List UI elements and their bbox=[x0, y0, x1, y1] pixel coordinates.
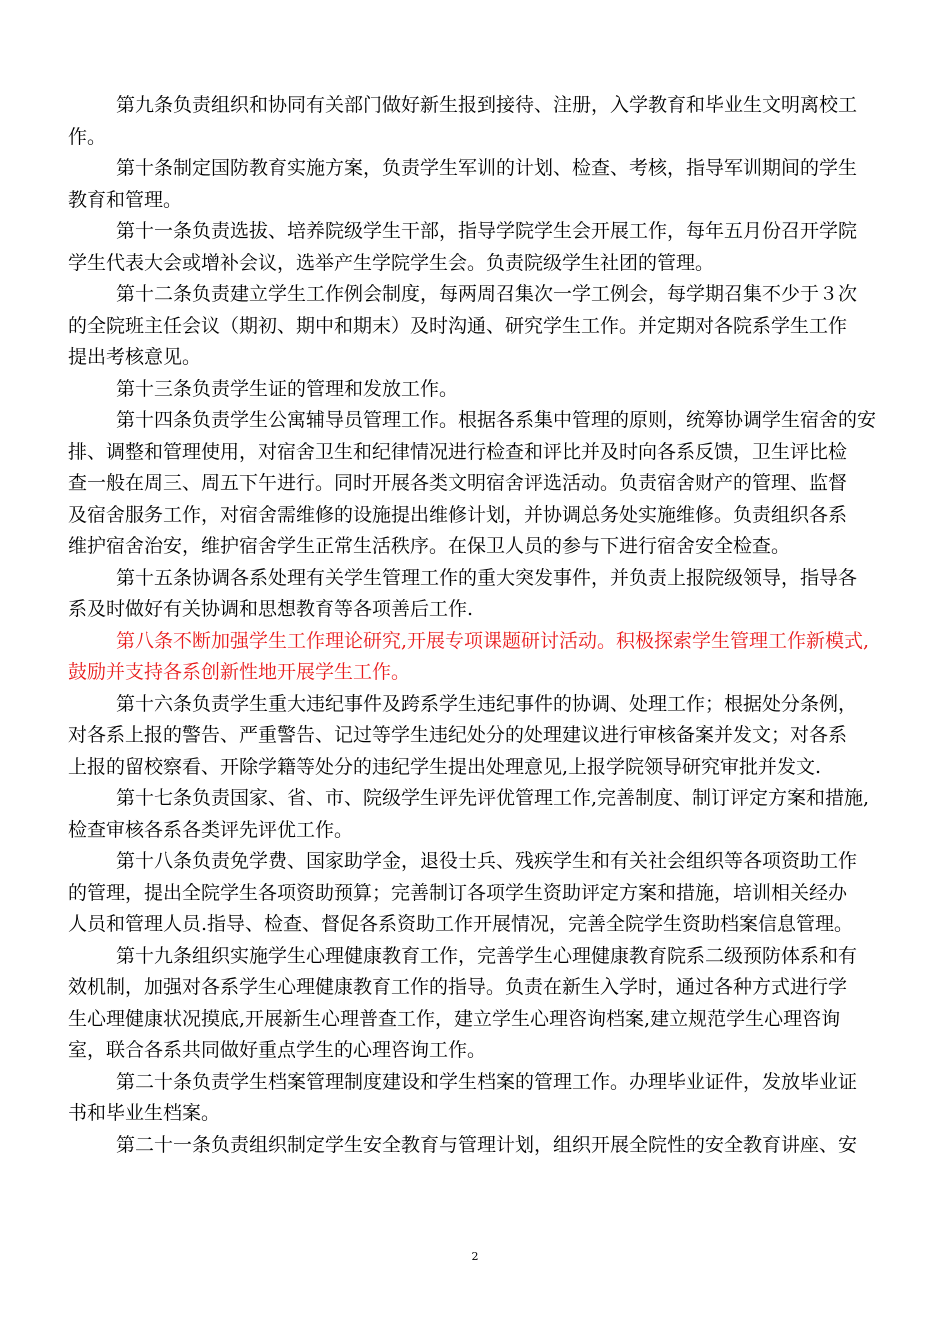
paragraph-art20 bbox=[68, 1067, 883, 1130]
paragraph-line: 及宿舍服务工作，对宿舍需维修的设施提出维修计划，并协调总务处实施维修。负责组织各系 bbox=[68, 503, 848, 526]
paragraph-line: 生心理健康状况摸底,开展新生心理普查工作，建立学生心理咨询档案,建立规范学生心理咨询 bbox=[68, 1007, 841, 1030]
paragraph-line: 查一般在周三、周五下午进行。同时开展各类文明宿舍评选活动。负责宿舍财产的管理、监督 bbox=[68, 472, 848, 494]
paragraph-art8 bbox=[68, 626, 883, 689]
paragraph-line: 排、调整和管理使用，对宿舍卫生和纪律情况进行检查和评比并及时向各系反馈，卫生评比检 bbox=[68, 440, 848, 463]
paragraph-line: 人员和管理人员.指导、检查、督促各系资助工作开展情况，完善全院学生资助档案信息管理。 bbox=[68, 913, 854, 935]
paragraph-line: 鼓励并支持各系创新性地开展学生工作。 bbox=[68, 661, 411, 683]
paragraph-line: 作。 bbox=[68, 125, 107, 148]
document-body bbox=[68, 90, 883, 1161]
paragraph-line: 维护宿舍治安，维护宿舍学生正常生活秩序。在保卫人员的参与下进行宿舍安全检查。 bbox=[68, 535, 791, 557]
paragraph-line: 上报的留校察看、开除学籍等处分的违纪学生提出处理意见,上报学院领导研究审批并发文. bbox=[68, 755, 822, 778]
paragraph-art9 bbox=[68, 90, 883, 153]
paragraph-line: 第十九条组织实施学生心理健康教育工作，完善学生心理健康教育院系二级预防体系和有 bbox=[116, 944, 858, 967]
paragraph-art16 bbox=[68, 689, 883, 784]
paragraph-line: 第十八条负责免学费、国家助学金，退役士兵、残疾学生和有关社会组织等各项资助工作 bbox=[116, 850, 858, 872]
paragraph-art14 bbox=[68, 405, 883, 563]
paragraph-line: 检查审核各系各类评先评优工作。 bbox=[68, 818, 354, 841]
paragraph-line: 的全院班主任会议（期初、期中和期末）及时沟通、研究学生工作。并定期对各院系学生工作 bbox=[68, 314, 848, 337]
paragraph-line: 第八条不断加强学生工作理论研究,开展专项课题研讨活动。积极探索学生管理工作新模式, bbox=[116, 629, 870, 652]
paragraph-art18 bbox=[68, 846, 883, 941]
paragraph-line: 第二十一条负责组织制定学生安全教育与管理计划，组织开展全院性的安全教育讲座、安 bbox=[116, 1133, 858, 1156]
paragraph-line: 提出考核意见。 bbox=[68, 346, 202, 368]
paragraph-line: 的管理，提出全院学生各项资助预算；完善制订各项学生资助评定方案和措施，培训相关经办 bbox=[68, 881, 848, 904]
paragraph-art21 bbox=[68, 1130, 883, 1162]
paragraph-line: 教育和管理。 bbox=[68, 188, 183, 211]
paragraph-line: 室，联合各系共同做好重点学生的心理咨询工作。 bbox=[68, 1039, 487, 1061]
paragraph-line: 书和毕业生档案。 bbox=[68, 1102, 221, 1124]
paragraph-line: 对各系上报的警告、严重警告、记过等学生违纪处分的处理建议进行审核备案并发文；对各系 bbox=[68, 724, 848, 746]
paragraph-art10 bbox=[68, 153, 883, 216]
page-number: 2 bbox=[471, 1250, 479, 1263]
paragraph-line: 第十一条负责选拔、培养院级学生干部，指导学院学生会开展工作，每年五月份召开学院 bbox=[116, 220, 858, 242]
paragraph-line: 第十三条负责学生证的管理和发放工作。 bbox=[116, 377, 459, 400]
paragraph-art15 bbox=[68, 563, 883, 626]
paragraph-line: 第九条负责组织和协同有关部门做好新生报到接待、注册，入学教育和毕业生文明离校工 bbox=[116, 94, 858, 116]
paragraph-line: 第十六条负责学生重大违纪事件及跨系学生违纪事件的协调、处理工作；根据处分条例， bbox=[116, 692, 858, 715]
paragraph-art17 bbox=[68, 783, 883, 846]
paragraph-art12 bbox=[68, 279, 883, 374]
paragraph-line: 第十五条协调各系处理有关学生管理工作的重大突发事件，并负责上报院级领导，指导各 bbox=[116, 566, 858, 589]
paragraph-art13 bbox=[68, 374, 883, 406]
paragraph-line: 第十二条负责建立学生工作例会制度，每两周召集次一学工例会，每学期召集不少于３次 bbox=[116, 283, 858, 305]
paragraph-art11 bbox=[68, 216, 883, 279]
paragraph-line: 学生代表大会或增补会议，选举产生学院学生会。负责院级学生社团的管理。 bbox=[68, 251, 715, 274]
paragraph-line: 第十七条负责国家、省、市、院级学生评先评优管理工作,完善制度、制订评定方案和措施, bbox=[116, 787, 870, 809]
paragraph-line: 第二十条负责学生档案管理制度建设和学生档案的管理工作。办理毕业证件，发放毕业证 bbox=[116, 1070, 858, 1093]
paragraph-line: 第十条制定国防教育实施方案，负责学生军训的计划、检查、考核，指导军训期间的学生 bbox=[116, 157, 858, 179]
paragraph-line: 第十四条负责学生公寓辅导员管理工作。根据各系集中管理的原则，统筹协调学生宿舍的安 bbox=[116, 409, 877, 431]
paragraph-art19 bbox=[68, 941, 883, 1067]
paragraph-line: 系及时做好有关协调和思想教育等各项善后工作. bbox=[68, 598, 474, 620]
paragraph-line: 效机制，加强对各系学生心理健康教育工作的指导。负责在新生入学时，通过各种方式进行学 bbox=[68, 976, 848, 998]
